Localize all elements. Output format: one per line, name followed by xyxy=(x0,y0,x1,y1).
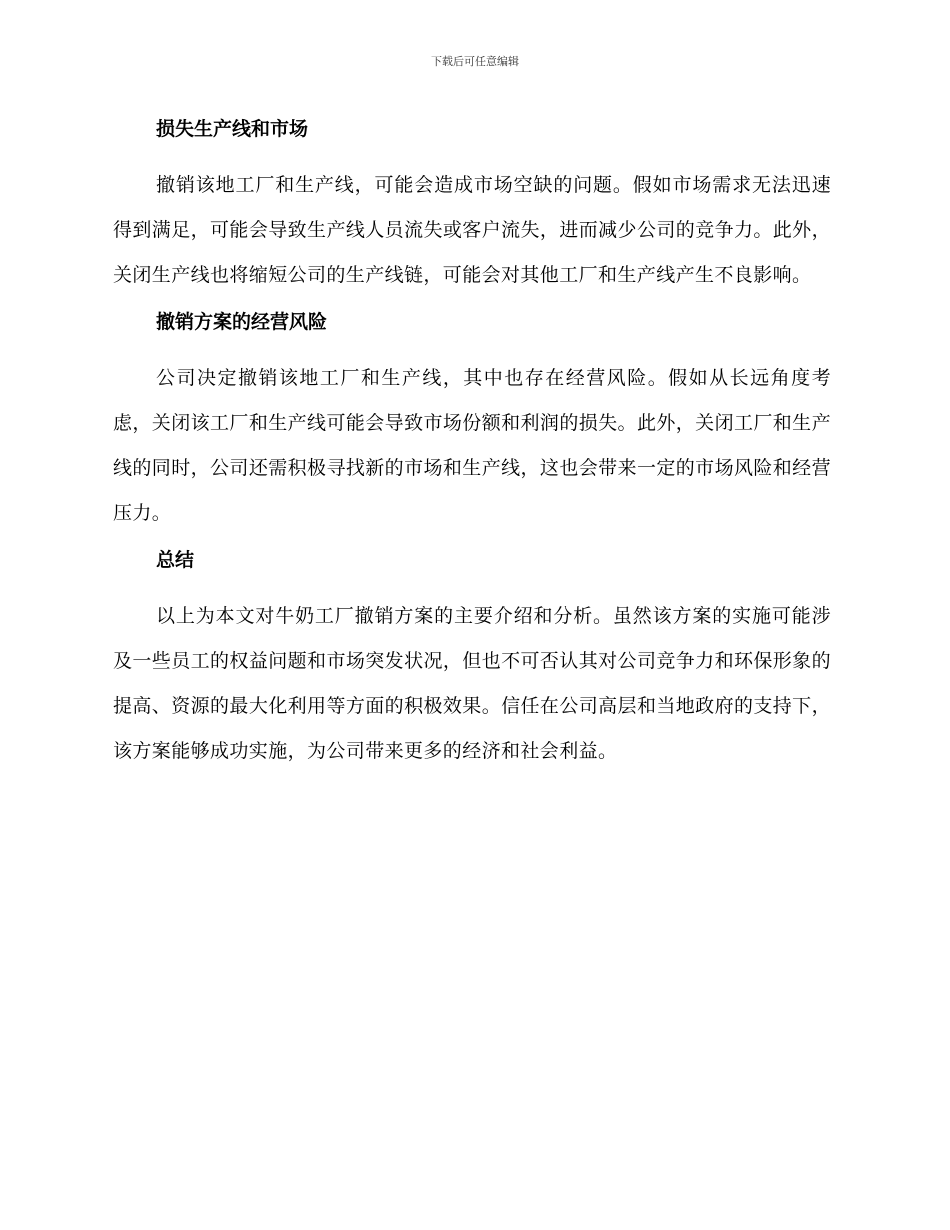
page-header: 下载后可任意编辑 xyxy=(431,55,519,68)
section-loss-of-production-lines xyxy=(113,114,831,298)
section-heading: 撤销方案的经营风险 xyxy=(156,311,328,333)
section-paragraph: 撤销该地工厂和生产线，可能会造成市场空缺的问题。假如市场需求无法迅速得到满足，可能会导致生产线人员流失或客户流失，进而减少公司的竞争力。此外，关闭生产线也将缩短公司的生产线链，可能会对其他工厂和生产线产生不良影响。 xyxy=(113,174,831,286)
section-paragraph: 以上为本文对牛奶工厂撤销方案的主要介绍和分析。虽然该方案的实施可能涉及一些员工的权益问题和市场突发状况，但也不可否认其对公司竞争力和环保形象的提高、资源的最大化利用等方面的积极效果。信任在公司高层和当地政府的支持下，该方案能够成功实施，为公司带来更多的经济和社会利益。 xyxy=(113,605,831,762)
section-heading: 总结 xyxy=(156,549,195,571)
section-paragraph: 公司决定撤销该地工厂和生产线，其中也存在经营风险。假如从长远角度考虑，关闭该工厂和生产线可能会导致市场份额和利润的损失。此外，关闭工厂和生产线的同时，公司还需积极寻找新的市场和生产线，这也会带来一定的市场风险和经营压力。 xyxy=(113,367,831,524)
section-heading: 损失生产线和市场 xyxy=(156,118,309,140)
section-operating-risk xyxy=(113,307,831,536)
section-summary xyxy=(113,545,831,774)
document-body xyxy=(113,114,831,783)
